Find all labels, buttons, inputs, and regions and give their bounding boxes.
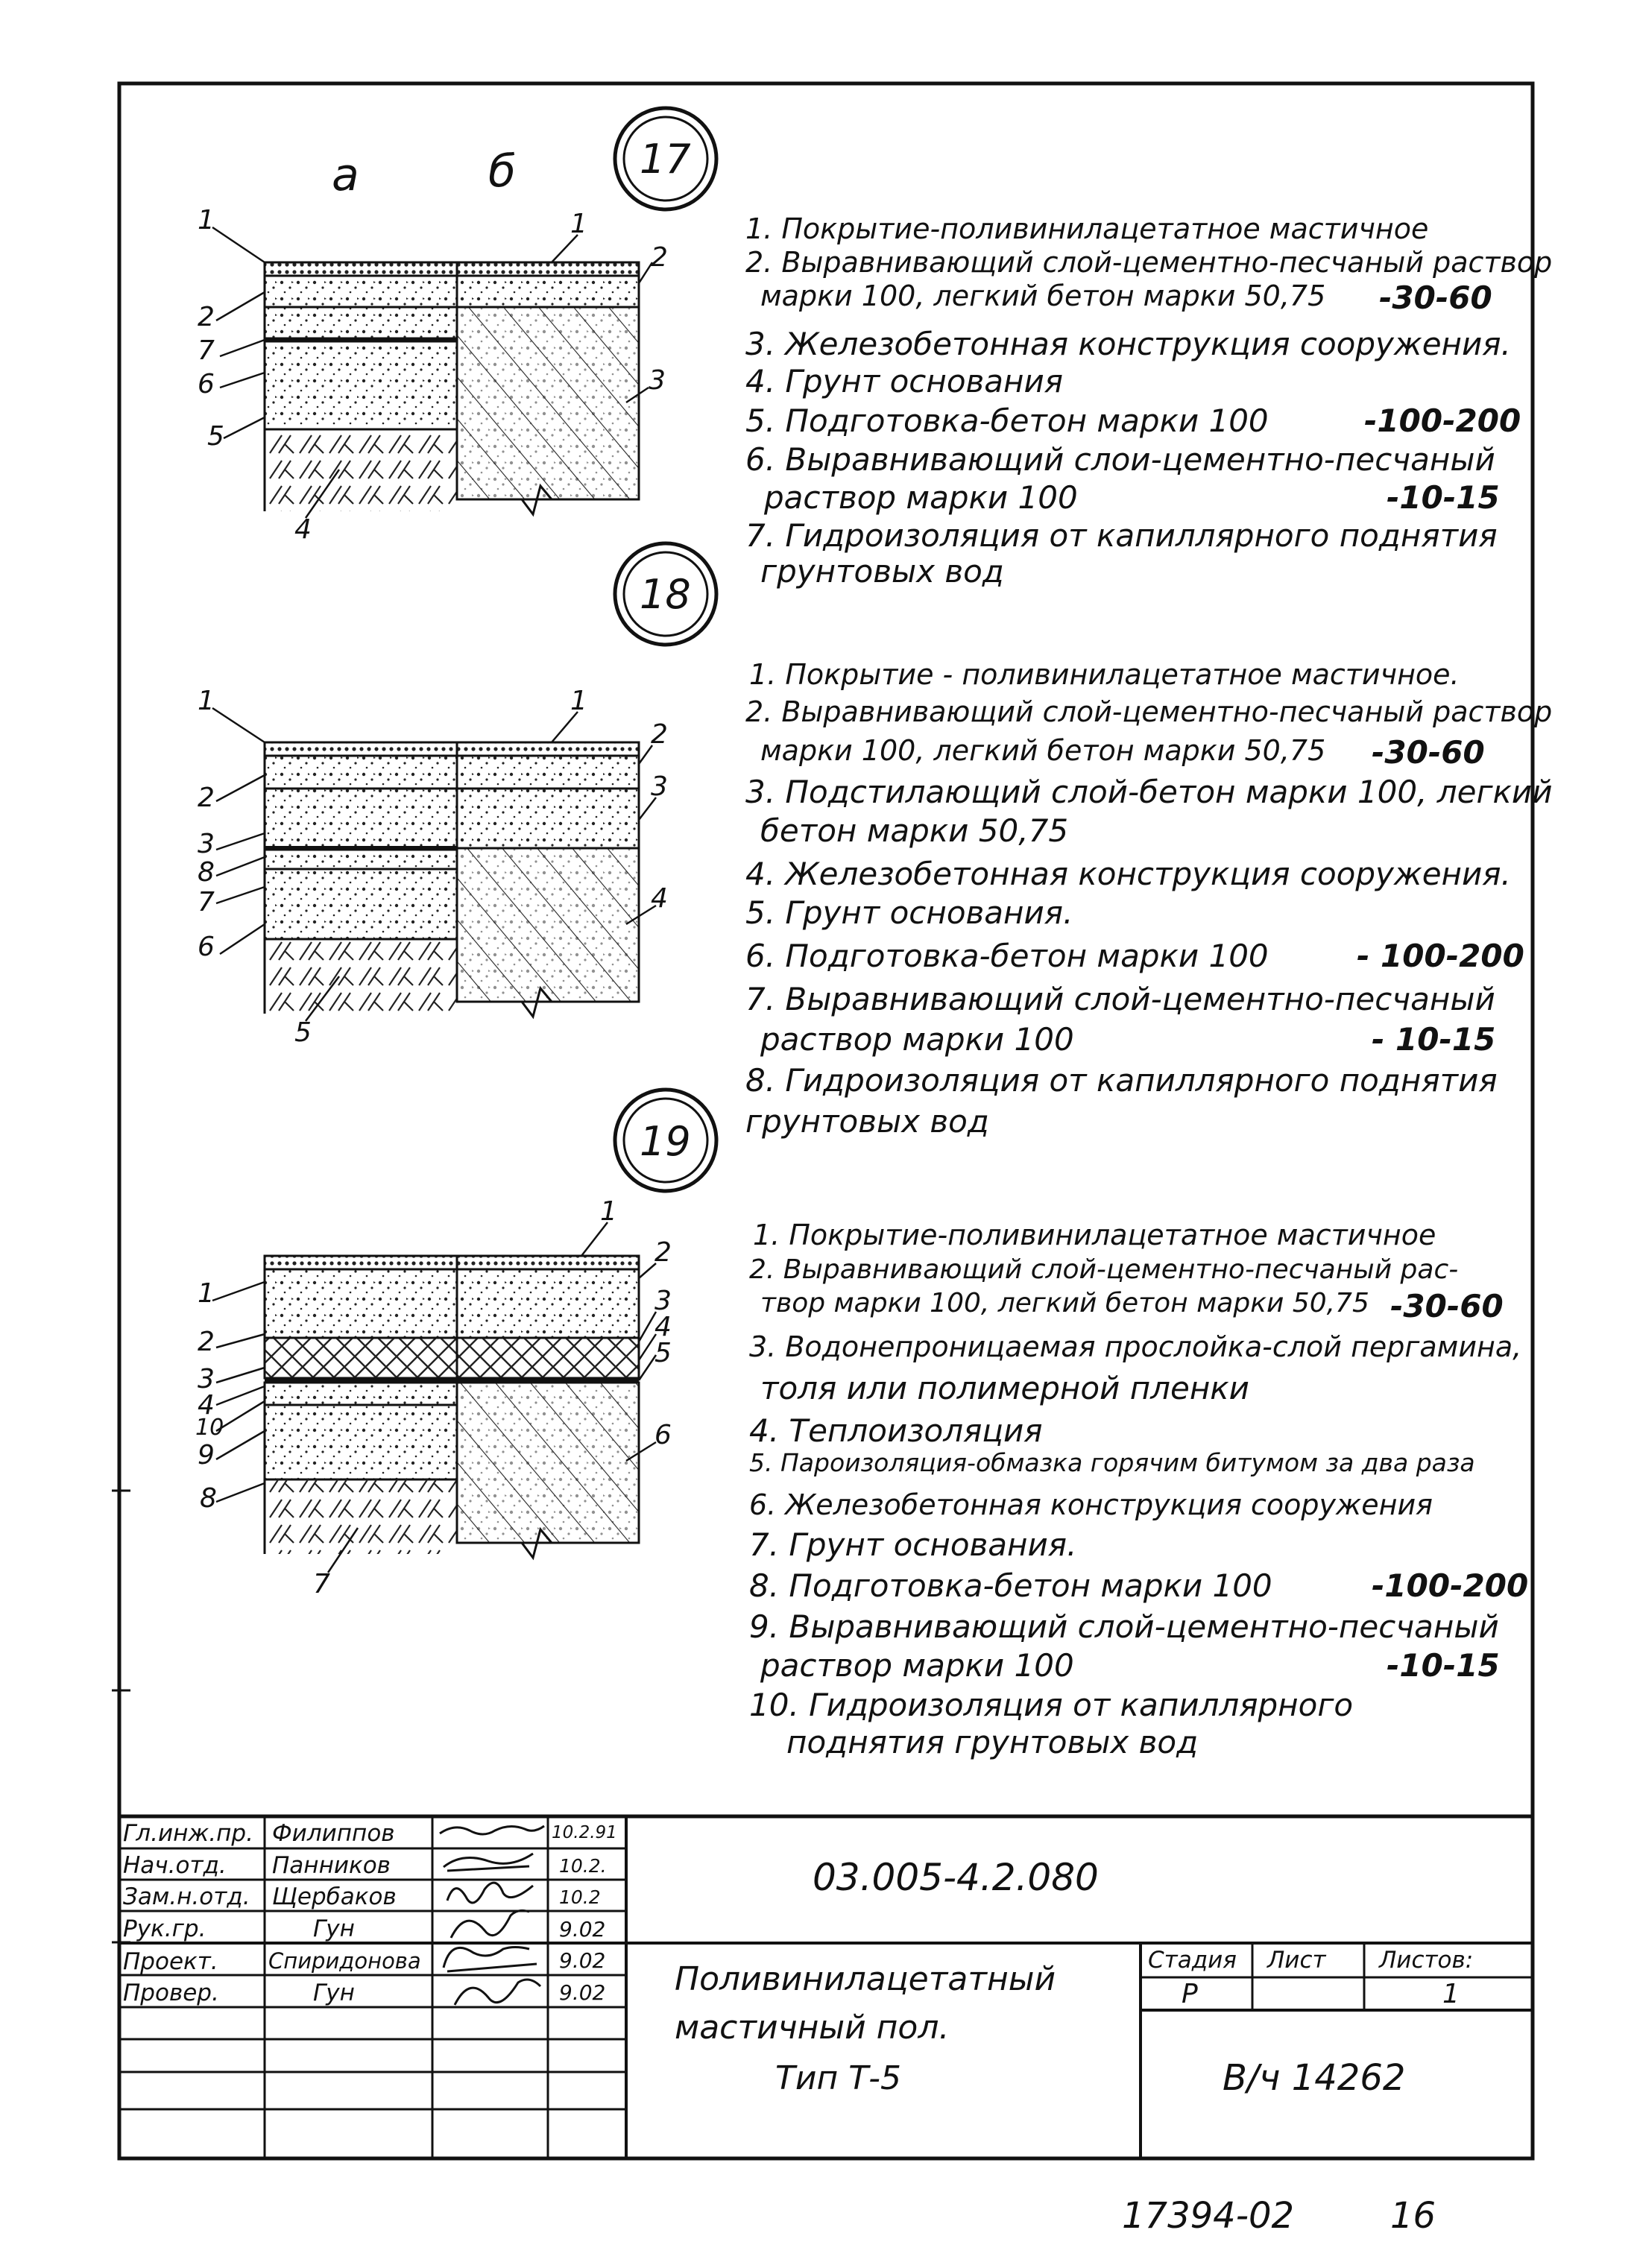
column-label-a: а — [332, 149, 359, 201]
drawing-title-line2: мастичный пол. — [675, 2009, 950, 2047]
footer-code: 17394-02 — [1122, 2195, 1295, 2237]
legend-line: марки 100, легкий бетон марки 50,75 — [760, 279, 1326, 312]
drawing-title-line1: Поливинилацетатный — [675, 1960, 1056, 1998]
detail-18-callout-b2: 2 — [651, 719, 668, 750]
tb-name: Филиппов — [272, 1820, 395, 1847]
detail-19-callout-a9: 9 — [198, 1440, 215, 1471]
detail-19-callout-b4: 4 — [654, 1312, 672, 1342]
legend-line: раствор марки 100 — [764, 479, 1078, 516]
legend-value: -30-60 — [1379, 279, 1492, 316]
legend-line: 3. Водонепроницаемая прослойка-слой пергамина, — [749, 1330, 1522, 1363]
legend-line: 2. Выравнивающий слой-цементно-песчаный рас- — [749, 1254, 1459, 1285]
legend-line: 7. Гидроизоляция от капиллярного поднятия — [745, 517, 1498, 554]
legend-line: 5. Пароизоляция-обмазка горячим битумом за два раза — [749, 1448, 1475, 1477]
detail-18-callout-a1: 1 — [198, 686, 215, 716]
tb-name: Гун — [313, 1915, 355, 1942]
legend-line: 7. Выравнивающий слой-цементно-песчаный — [745, 981, 1495, 1017]
detail-17-callout-b3: 3 — [649, 365, 666, 396]
legend-line: 5. Грунт основания. — [745, 894, 1073, 931]
drawing-title-line3: Тип Т-5 — [775, 2059, 901, 2097]
detail-18-callout-b1: 1 — [570, 686, 587, 716]
legend-line: 6. Выравнивающий слои-цементно-песчаный — [745, 441, 1495, 478]
detail-18-callout-a5: 5 — [294, 1017, 312, 1048]
legend-line: бетон марки 50,75 — [760, 812, 1069, 849]
tb-date: 9.02 — [559, 1980, 606, 2005]
legend-line: 5. Подготовка-бетон марки 100 — [745, 402, 1269, 439]
legend-line: 2. Выравнивающий слой-цементно-песчаный раствор — [745, 246, 1553, 279]
detail-18-number: 18 — [640, 571, 691, 618]
tb-role: Провер. — [123, 1980, 219, 2006]
detail-17-callout-a6: 6 — [198, 369, 215, 399]
legend-line: 6. Подготовка-бетон марки 100 — [745, 938, 1269, 974]
sheet-header: Лист — [1267, 1947, 1326, 1974]
legend-line: поднятия грунтовых вод — [786, 1724, 1199, 1760]
legend-value: - 100-200 — [1357, 938, 1524, 974]
legend-line: 4. Теплоизоляция — [749, 1412, 1043, 1449]
legend-line: твор марки 100, легкий бетон марки 50,75 — [760, 1288, 1369, 1318]
legend-line: 4. Железобетонная конструкция сооружения. — [745, 856, 1511, 892]
detail-17-callout-a2: 2 — [198, 302, 215, 332]
tb-role: Проект. — [123, 1948, 218, 1975]
document-number: 03.005-4.2.080 — [813, 1856, 1099, 1899]
tb-date: 10.2 — [559, 1886, 601, 1908]
detail-18-callout-a2: 2 — [198, 783, 215, 813]
legend-line: грунтовых вод — [745, 1103, 989, 1140]
detail-19-callout-a8: 8 — [200, 1483, 217, 1514]
tb-date: 10.2. — [559, 1855, 607, 1877]
detail-18-callout-a7: 7 — [198, 887, 215, 917]
tb-name: Щербаков — [272, 1883, 397, 1910]
detail-17-number: 17 — [640, 136, 691, 183]
legend-line: 2. Выравнивающий слой-цементно-песчаный раствор — [745, 695, 1553, 728]
detail-17-callout-a5: 5 — [207, 421, 224, 452]
legend-line: раствор марки 100 — [760, 1647, 1074, 1684]
detail-18-callout-b4: 4 — [651, 883, 668, 914]
legend-value: -100-200 — [1372, 1567, 1529, 1604]
detail-19-callout-a10: 10 — [195, 1415, 224, 1441]
organization: В/ч 14262 — [1223, 2057, 1406, 2099]
tb-date: 10.2.91 — [552, 1823, 617, 1842]
legend-line: 3. Подстилающий слой-бетон марки 100, легкий — [745, 774, 1553, 810]
detail-18-callout-a8: 8 — [198, 857, 215, 888]
legend-value: -100-200 — [1364, 402, 1521, 439]
column-label-b: б — [488, 145, 517, 198]
legend-line: 1. Покрытие - поливинилацетатное мастичное. — [749, 658, 1460, 691]
detail-19-callout-a7: 7 — [313, 1569, 330, 1599]
detail-17-callout-a1: 1 — [198, 205, 215, 236]
detail-19-callout-a2: 2 — [198, 1327, 215, 1357]
detail-19-callout-a1: 1 — [198, 1278, 215, 1309]
legend-line: грунтовых вод — [760, 553, 1004, 590]
detail-17-callout-a4: 4 — [294, 514, 312, 545]
legend-line: раствор марки 100 — [760, 1021, 1074, 1058]
legend-value: -30-60 — [1390, 1288, 1504, 1324]
tb-date: 9.02 — [559, 1948, 606, 1973]
detail-18-callout-b3: 3 — [651, 771, 668, 802]
tb-name: Гун — [313, 1980, 355, 2006]
legend-line: 10. Гидроизоляция от капиллярного — [749, 1687, 1354, 1723]
tb-date: 9.02 — [559, 1917, 606, 1942]
footer-page: 16 — [1390, 2195, 1436, 2237]
detail-19-callout-a3: 3 — [198, 1364, 215, 1394]
detail-19-callout-b3: 3 — [654, 1286, 672, 1316]
legend-line: 9. Выравнивающий слой-цементно-песчаный — [749, 1608, 1499, 1645]
tb-name: Спиридонова — [268, 1948, 421, 1974]
legend-line: марки 100, легкий бетон марки 50,75 — [760, 734, 1326, 767]
legend-value: -30-60 — [1372, 734, 1485, 771]
tb-name: Панников — [272, 1852, 391, 1879]
legend-value: -10-15 — [1387, 479, 1500, 516]
legend-line: 7. Грунт основания. — [749, 1526, 1077, 1563]
detail-17-callout-b2: 2 — [651, 242, 668, 273]
legend-value: -10-15 — [1387, 1647, 1500, 1684]
detail-19-callout-a4: 4 — [198, 1390, 215, 1421]
detail-17-callout-a7: 7 — [198, 335, 215, 366]
sheets-value: 1 — [1442, 1979, 1460, 2009]
detail-19-callout-b5: 5 — [654, 1338, 672, 1368]
sheets-header: Листов: — [1379, 1947, 1474, 1974]
legend-line: 8. Гидроизоляция от капиллярного поднятия — [745, 1062, 1498, 1099]
detail-17-callout-b1: 1 — [570, 209, 587, 239]
signatures — [440, 1826, 544, 2005]
legend-line: 8. Подготовка-бетон марки 100 — [749, 1567, 1272, 1604]
stage-header: Стадия — [1148, 1947, 1237, 1974]
detail-19-callout-b2: 2 — [654, 1237, 672, 1268]
tb-role: Рук.гр. — [123, 1915, 206, 1942]
detail-19-callout-b6: 6 — [654, 1420, 672, 1450]
legend-line: 6. Железобетонная конструкция сооружения — [749, 1488, 1433, 1521]
stage-value: Р — [1182, 1979, 1198, 2009]
legend-line: 3. Железобетонная конструкция сооружения. — [745, 326, 1511, 362]
tb-role: Зам.н.отд. — [123, 1883, 250, 1910]
detail-18-callout-a6: 6 — [198, 932, 215, 962]
detail-19-number: 19 — [640, 1118, 691, 1165]
detail-18-callout-a3: 3 — [198, 829, 215, 859]
legend-line: 1. Покрытие-поливинилацетатное мастичное — [753, 1219, 1436, 1251]
legend-line: 4. Грунт основания — [745, 363, 1064, 399]
tb-role: Нач.отд. — [123, 1852, 227, 1879]
detail-19-callout-b1: 1 — [600, 1196, 617, 1227]
tb-role: Гл.инж.пр. — [123, 1820, 253, 1847]
legend-line: 1. Покрытие-поливинилацетатное мастичное — [745, 212, 1429, 245]
legend-value: - 10-15 — [1372, 1021, 1496, 1058]
legend-line: толя или полимерной пленки — [760, 1370, 1249, 1406]
